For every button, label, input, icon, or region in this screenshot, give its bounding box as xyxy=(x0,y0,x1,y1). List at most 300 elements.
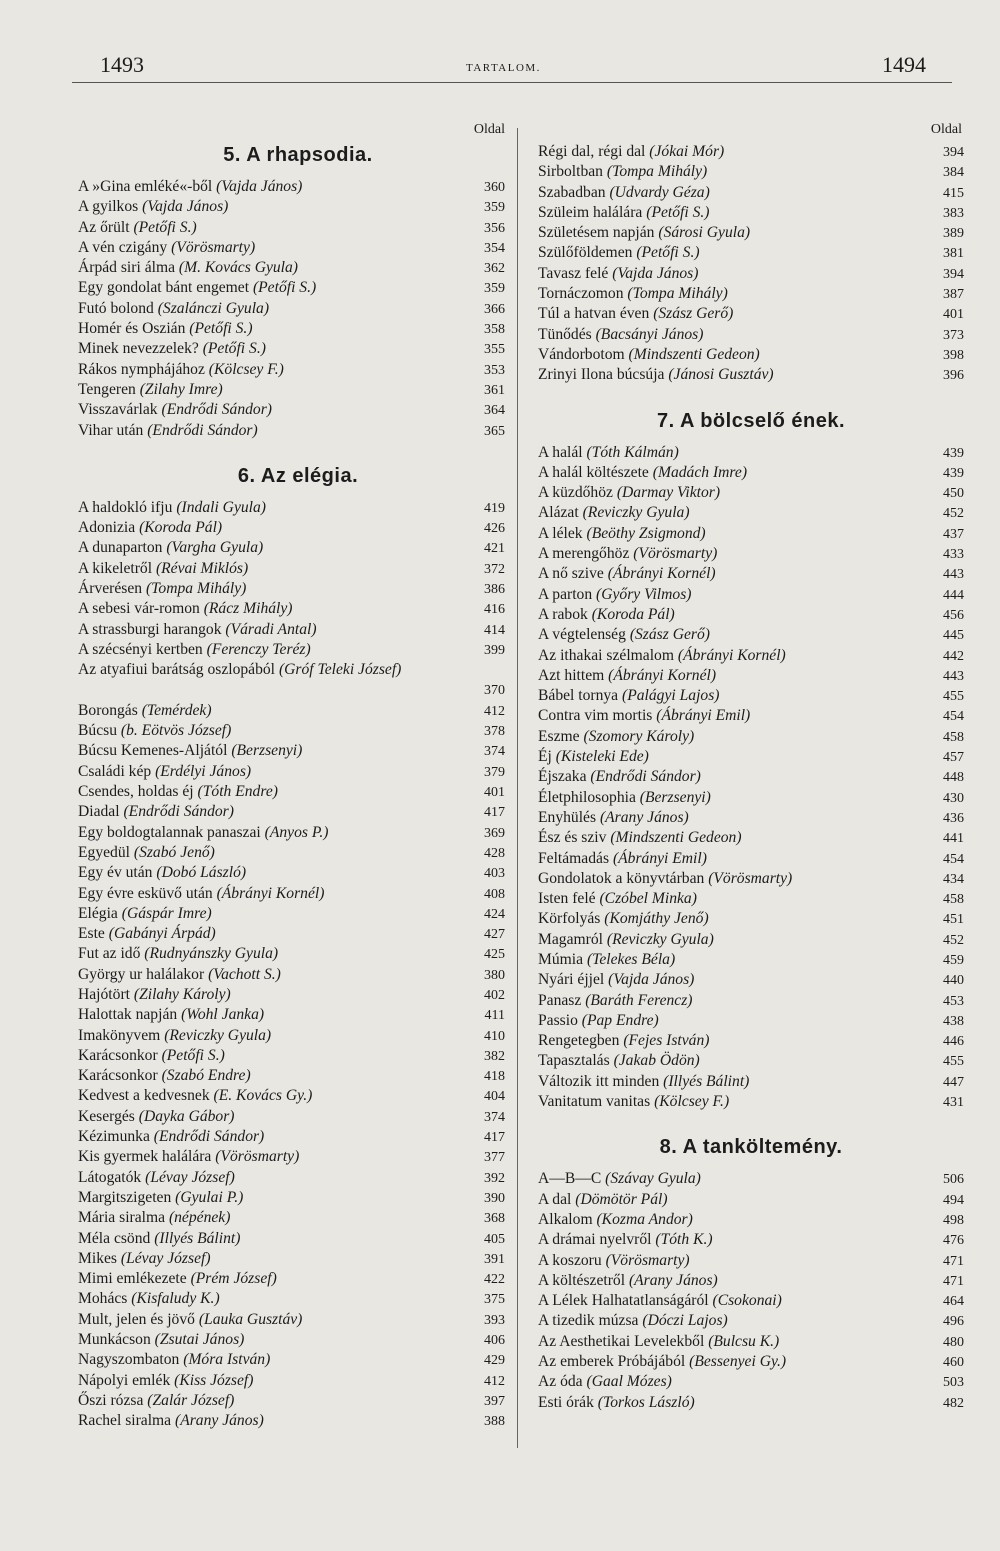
entry-page: 388 xyxy=(484,1414,505,1430)
entry-title: Éjszaka xyxy=(538,768,587,786)
entry-author: (Szalánczi Gyula) xyxy=(157,299,270,317)
toc-entry xyxy=(78,299,518,319)
toc-entry xyxy=(78,1086,518,1106)
entry-page: 361 xyxy=(484,382,505,398)
entry-title: Tapasztalás xyxy=(538,1052,610,1070)
entry-text xyxy=(78,944,469,964)
entry-author: (Váradi Antal) xyxy=(225,620,317,638)
entry-page: 425 xyxy=(484,947,505,963)
toc-entry xyxy=(78,620,518,640)
entry-page: 447 xyxy=(943,1074,964,1090)
entry-title: A rabok xyxy=(538,605,588,623)
toc-entry xyxy=(78,559,518,579)
entry-title: A merengőhöz xyxy=(538,545,630,563)
toc-entry xyxy=(78,1066,518,1086)
entry-page: 401 xyxy=(943,307,964,323)
toc-entry xyxy=(538,727,964,747)
entry-text xyxy=(538,585,928,605)
entry-author: (Ábrányi Emil) xyxy=(656,707,751,725)
toc-entry xyxy=(78,985,518,1005)
entry-page: 440 xyxy=(943,973,964,989)
entry-author: (Ábrányi Kornél) xyxy=(677,646,786,664)
toc-entry xyxy=(538,1332,964,1352)
entry-text xyxy=(78,258,469,278)
entry-author: (Gaal Mózes) xyxy=(586,1373,672,1391)
entry-title: Egyedül xyxy=(78,843,130,861)
entry-page: 427 xyxy=(484,927,505,943)
entry-page: 429 xyxy=(484,1353,505,1369)
entry-page: 417 xyxy=(484,805,505,821)
toc-entry xyxy=(538,1092,964,1112)
entry-title: Életphilosophia xyxy=(538,788,636,806)
entry-author: (Szász Gerő) xyxy=(629,626,710,644)
entry-author: (Reviczky Gyula) xyxy=(582,504,690,522)
entry-author: (Kozma Andor) xyxy=(596,1210,693,1228)
toc-entry xyxy=(538,1271,964,1291)
entry-author: (Vörösmarty) xyxy=(605,1251,690,1269)
entry-title: Margitszigeten xyxy=(78,1188,172,1206)
entry-text xyxy=(538,950,928,970)
entry-text xyxy=(538,223,928,243)
toc-entry xyxy=(538,1051,964,1071)
entry-text xyxy=(538,706,928,726)
entry-text xyxy=(538,203,928,223)
entry-title: A kikeletről xyxy=(78,559,153,577)
toc-entry xyxy=(78,1350,518,1370)
entry-page: 356 xyxy=(484,220,505,236)
entry-page: 359 xyxy=(484,281,505,297)
toc-entry xyxy=(538,1393,964,1413)
entry-author: (Temérdek) xyxy=(141,701,212,719)
entry-text xyxy=(538,284,928,304)
entry-page: 360 xyxy=(484,180,505,195)
entry-text xyxy=(538,162,928,182)
toc-entry xyxy=(78,278,518,298)
entry-page: 364 xyxy=(484,403,505,419)
entry-title: Rengetegben xyxy=(538,1032,620,1050)
entry-text xyxy=(78,924,469,944)
entry-author: (Zilahy Károly) xyxy=(133,985,231,1003)
entry-page: 362 xyxy=(484,261,505,277)
entry-text xyxy=(538,345,928,365)
entry-text xyxy=(78,762,469,782)
entry-title: Diadal xyxy=(78,803,120,821)
entry-page: 378 xyxy=(484,724,505,740)
entry-page: 453 xyxy=(943,993,964,1009)
left-page-number: 1493 xyxy=(100,52,144,77)
toc-entry xyxy=(538,828,964,848)
entry-author: (Kölcsey F.) xyxy=(654,1093,730,1111)
entry-text xyxy=(78,1046,469,1066)
entry-title: Vándorbotom xyxy=(538,345,625,363)
toc-entry xyxy=(78,400,518,420)
toc-entry xyxy=(538,666,964,686)
entry-title: Egy boldogtalannak panaszai xyxy=(78,823,261,841)
entry-title: Rákos nymphájához xyxy=(78,360,205,378)
entry-text xyxy=(538,727,928,747)
entry-title: Kis gyermek halálára xyxy=(78,1148,212,1166)
entry-author: (Endrődi Sándor) xyxy=(147,421,258,439)
entry-title: Kedvest a kedvesnek xyxy=(78,1087,210,1105)
entry-page: 397 xyxy=(484,1393,505,1409)
toc-entry xyxy=(538,646,964,666)
entry-page: 426 xyxy=(484,521,505,537)
toc-entry xyxy=(538,142,964,162)
entry-author: (Palágyi Lajos) xyxy=(622,687,720,705)
entry-page: 433 xyxy=(943,547,964,563)
entry-text xyxy=(538,909,928,929)
toc-entry xyxy=(538,284,964,304)
entry-page: 494 xyxy=(943,1192,964,1208)
toc-entry xyxy=(538,1011,964,1031)
entry-page: 431 xyxy=(943,1095,964,1111)
entry-title: A »Gina emléké«-ből xyxy=(78,178,213,195)
entry-text xyxy=(538,243,928,263)
entry-title: Nagyszombaton xyxy=(78,1351,180,1369)
entry-title: Halottak napján xyxy=(78,1006,178,1024)
entry-author: (Jakab Ödön) xyxy=(613,1052,700,1070)
toc-entry xyxy=(78,1046,518,1066)
toc-entry xyxy=(78,538,518,558)
entry-text xyxy=(538,1251,928,1271)
entry-title: Családi kép xyxy=(78,762,152,780)
entry-author: (Szabó Endre) xyxy=(161,1067,251,1085)
entry-author: (Koroda Pál) xyxy=(139,519,223,537)
entry-title: Tornáczomon xyxy=(538,285,624,303)
entry-text xyxy=(78,1350,469,1370)
entry-author: (Ábrányi Kornél) xyxy=(608,666,717,684)
entry-text xyxy=(78,197,469,217)
entry-author: (Czóbel Minka) xyxy=(599,890,697,908)
entry-text xyxy=(538,788,928,808)
entry-page: 369 xyxy=(484,825,505,841)
entry-page: 452 xyxy=(943,932,964,948)
entry-text xyxy=(78,1086,469,1106)
entry-title: Egy év után xyxy=(78,864,153,882)
entry-author: (Tompa Mihály) xyxy=(145,580,247,598)
entry-author: (Petőfi S.) xyxy=(133,218,197,236)
oldal-label: Oldal xyxy=(473,122,505,137)
toc-entry xyxy=(538,625,964,645)
entry-text xyxy=(538,1072,928,1092)
entry-title: Rachel siralma xyxy=(78,1412,172,1430)
toc-entry xyxy=(538,1210,964,1230)
entry-author: (népének) xyxy=(168,1209,231,1227)
entry-author: (Komjáthy Jenő) xyxy=(604,910,709,928)
entry-text xyxy=(78,1005,469,1025)
entry-text xyxy=(538,1271,928,1291)
entry-author: (Petőfi S.) xyxy=(161,1046,225,1064)
entry-title: A küzdőhöz xyxy=(538,484,613,502)
entry-title: Őszi rózsa xyxy=(78,1391,144,1409)
entry-author: (Reviczky Gyula) xyxy=(164,1026,272,1044)
entry-author: (Rácz Mihály) xyxy=(203,600,293,618)
entry-text xyxy=(78,843,469,863)
entry-text xyxy=(78,640,469,660)
entry-page: 451 xyxy=(943,912,964,928)
entry-page: 402 xyxy=(484,987,505,1003)
entry-page: 480 xyxy=(943,1334,964,1350)
entry-text xyxy=(78,721,469,741)
entry-author: (Gáspár Imre) xyxy=(121,904,212,922)
entry-text xyxy=(78,400,469,420)
entry-page: 392 xyxy=(484,1170,505,1186)
entry-text xyxy=(538,625,928,645)
toc-entry xyxy=(538,1190,964,1210)
entry-author: (Kölcsey F.) xyxy=(208,360,284,378)
entry-title: Feltámadás xyxy=(538,849,610,867)
entry-page: 408 xyxy=(484,886,505,902)
entry-title: A sebesi vár-romon xyxy=(78,600,200,618)
entry-title: A dunaparton xyxy=(78,539,163,557)
entry-title: Elégia xyxy=(78,904,118,922)
entry-text xyxy=(78,498,469,518)
entry-text xyxy=(538,970,928,990)
entry-text xyxy=(538,808,928,828)
entry-page: 452 xyxy=(943,506,964,522)
entry-text xyxy=(538,1352,928,1372)
entry-text xyxy=(78,1371,469,1391)
toc-entry xyxy=(78,1168,518,1188)
entry-page: 398 xyxy=(943,347,964,363)
entry-page: 373 xyxy=(943,327,964,343)
entry-page: 368 xyxy=(484,1211,505,1227)
entry-author: (Vörösmarty) xyxy=(215,1148,300,1166)
entry-title: A koszoru xyxy=(538,1251,602,1269)
toc-entry xyxy=(78,884,518,904)
toc-entry xyxy=(78,1107,518,1127)
entry-title: Az atyafiui barátság oszlopából xyxy=(78,661,276,679)
entry-author: (Bessenyei Gy.) xyxy=(689,1353,787,1371)
toc-entry xyxy=(538,503,964,523)
entry-text xyxy=(78,559,469,579)
entry-page: 503 xyxy=(943,1375,964,1391)
entry-author: (Kisteleki Ede) xyxy=(555,748,649,766)
entry-text xyxy=(78,823,469,843)
toc-entry xyxy=(78,762,518,782)
entry-author: (Révai Miklós) xyxy=(155,559,249,577)
toc-entry xyxy=(78,421,518,441)
entry-page: 366 xyxy=(484,301,505,317)
entry-title: Eszme xyxy=(538,727,580,745)
entry-title: Kézimunka xyxy=(78,1128,150,1146)
toc-entry xyxy=(538,930,964,950)
entry-text xyxy=(538,463,928,483)
entry-title: Az emberek Próbájából xyxy=(538,1353,686,1371)
entry-author: (Jánosi Gusztáv) xyxy=(668,366,774,384)
entry-page: 457 xyxy=(943,750,964,766)
toc-entry xyxy=(538,585,964,605)
toc-entry xyxy=(78,741,518,761)
toc-entry xyxy=(78,1188,518,1208)
entry-text xyxy=(538,1311,928,1331)
entry-page: 455 xyxy=(943,1054,964,1070)
entry-title: Túl a hatvan éven xyxy=(538,305,650,323)
entry-text xyxy=(538,142,928,162)
entry-page: 434 xyxy=(943,871,964,887)
entry-page: 384 xyxy=(943,165,964,181)
entry-author: (Zilahy Imre) xyxy=(139,380,223,398)
entry-page: 381 xyxy=(943,246,964,262)
entry-text xyxy=(538,325,928,345)
entry-author: (Dóczi Lajos) xyxy=(642,1312,728,1330)
entry-author: (Arany János) xyxy=(599,808,689,826)
entry-page: 372 xyxy=(484,561,505,577)
entry-title: Vihar után xyxy=(78,421,144,439)
toc-entry xyxy=(78,843,518,863)
entry-page: 436 xyxy=(943,810,964,826)
toc-entry xyxy=(538,203,964,223)
entry-page: 506 xyxy=(943,1172,964,1188)
entry-title: Tavasz felé xyxy=(538,264,609,282)
entry-title: Alázat xyxy=(538,504,579,522)
entry-page: 418 xyxy=(484,1069,505,1085)
entry-title: Zrinyi Ilona búcsúja xyxy=(538,366,665,384)
entry-title: A költészetről xyxy=(538,1271,626,1289)
entry-title: Mult, jelen és jövő xyxy=(78,1310,195,1328)
entry-text xyxy=(538,524,928,544)
toc-entry xyxy=(78,823,518,843)
entry-page: 454 xyxy=(943,851,964,867)
toc-entry xyxy=(78,339,518,359)
entry-text xyxy=(78,1066,469,1086)
entry-author: (Bulcsu K.) xyxy=(708,1332,780,1350)
toc-entry xyxy=(78,640,518,660)
entry-author: (Móra István) xyxy=(183,1351,271,1369)
entry-page: 394 xyxy=(943,266,964,282)
entry-page: 380 xyxy=(484,967,505,983)
entry-text xyxy=(78,965,469,985)
entry-text xyxy=(538,1031,928,1051)
entry-author: (Vörösmarty) xyxy=(633,545,718,563)
toc-entry xyxy=(78,177,518,197)
entry-title: Homér és Oszián xyxy=(78,320,186,338)
entry-author: (Endrődi Sándor) xyxy=(123,803,234,821)
toc-entry xyxy=(78,380,518,400)
entry-title: Az Aesthetikai Levelekből xyxy=(538,1332,705,1350)
entry-page: 438 xyxy=(943,1013,964,1029)
toc-entry xyxy=(538,706,964,726)
entry-text xyxy=(538,1092,928,1112)
entry-text xyxy=(538,1011,928,1031)
entry-text xyxy=(538,1393,928,1413)
entry-page: 393 xyxy=(484,1312,505,1328)
entry-text xyxy=(538,544,928,564)
entry-title: Minek nevezzelek? xyxy=(78,340,199,358)
entry-page: 414 xyxy=(484,622,505,638)
entry-author: (Szász Gerő) xyxy=(653,305,734,323)
entry-title: Alkalom xyxy=(538,1210,593,1228)
toc-entry xyxy=(538,1352,964,1372)
entry-text xyxy=(78,360,469,380)
entry-page: 424 xyxy=(484,906,505,922)
entry-page: 421 xyxy=(484,541,505,557)
toc-entry xyxy=(538,1251,964,1271)
entry-page: 455 xyxy=(943,689,964,705)
entry-title: Látogatók xyxy=(78,1168,142,1186)
toc-entry xyxy=(78,1005,518,1025)
entry-page: 442 xyxy=(943,648,964,664)
entry-page: 405 xyxy=(484,1231,505,1247)
entry-title: Adonizia xyxy=(78,519,136,537)
section-title: 8. A tanköltemény. xyxy=(659,1136,843,1159)
entry-page: 496 xyxy=(943,1314,964,1330)
toc-entry xyxy=(538,1311,964,1331)
toc-entry xyxy=(78,924,518,944)
entry-text xyxy=(78,278,469,298)
entry-title: Esti órák xyxy=(538,1393,594,1411)
entry-title: A vén czigány xyxy=(78,238,168,256)
entry-text xyxy=(78,1229,469,1249)
entry-title: Magamról xyxy=(538,930,603,948)
entry-page: 387 xyxy=(943,287,964,303)
entry-title: Búcsu xyxy=(78,722,117,740)
entry-title: Visszavárlak xyxy=(78,401,158,419)
entry-text xyxy=(78,620,469,640)
entry-page: 430 xyxy=(943,790,964,806)
entry-page: 443 xyxy=(943,567,964,583)
entry-author: (Bacsányi János) xyxy=(595,325,704,343)
entry-page: 382 xyxy=(484,1048,505,1064)
toc-entry xyxy=(78,599,518,619)
entry-author: (Dömötör Pál) xyxy=(575,1190,668,1208)
toc-entry xyxy=(78,1147,518,1167)
toc-entry xyxy=(78,802,518,822)
entry-text xyxy=(538,849,928,869)
toc-entry xyxy=(78,518,518,538)
entry-page: 446 xyxy=(943,1034,964,1050)
entry-author: (Petőfi S.) xyxy=(252,279,317,297)
entry-page: 476 xyxy=(943,1233,964,1249)
running-title: TARTALOM. xyxy=(466,62,541,74)
entry-text xyxy=(538,991,928,1011)
entry-page: 390 xyxy=(484,1190,505,1206)
entry-author: (Vajda János) xyxy=(216,178,303,195)
entry-page: 365 xyxy=(484,423,505,439)
entry-page: 471 xyxy=(943,1273,964,1289)
toc-entry xyxy=(538,183,964,203)
entry-title: Körfolyás xyxy=(538,910,601,928)
entry-text xyxy=(78,538,469,558)
entry-page: 445 xyxy=(943,628,964,644)
toc-entry xyxy=(78,965,518,985)
entry-page: 439 xyxy=(943,465,964,481)
entry-text xyxy=(538,1332,928,1352)
entry-author: (Arany János) xyxy=(175,1412,264,1430)
entry-text xyxy=(538,889,928,909)
entry-page: 379 xyxy=(484,764,505,780)
entry-text xyxy=(538,767,928,787)
toc-entry xyxy=(538,605,964,625)
entry-text xyxy=(78,1188,469,1208)
entry-author: (Endrődi Sándor) xyxy=(153,1128,265,1146)
toc-entry xyxy=(78,863,518,883)
entry-page: 355 xyxy=(484,342,505,358)
toc-entry xyxy=(538,564,964,584)
entry-title: Mohács xyxy=(78,1290,128,1308)
entry-text xyxy=(78,299,469,319)
entry-author: (Petőfi S.) xyxy=(202,340,266,358)
toc-entry xyxy=(538,1291,964,1311)
entry-title: Méla csönd xyxy=(78,1229,151,1247)
entry-page: 444 xyxy=(943,587,964,603)
entry-title: Contra vim mortis xyxy=(538,707,653,725)
toc-entry xyxy=(78,319,518,339)
entry-page: 416 xyxy=(484,602,505,618)
toc-entry xyxy=(78,1411,518,1431)
entry-text xyxy=(538,365,928,385)
entry-page: 375 xyxy=(484,1292,505,1308)
